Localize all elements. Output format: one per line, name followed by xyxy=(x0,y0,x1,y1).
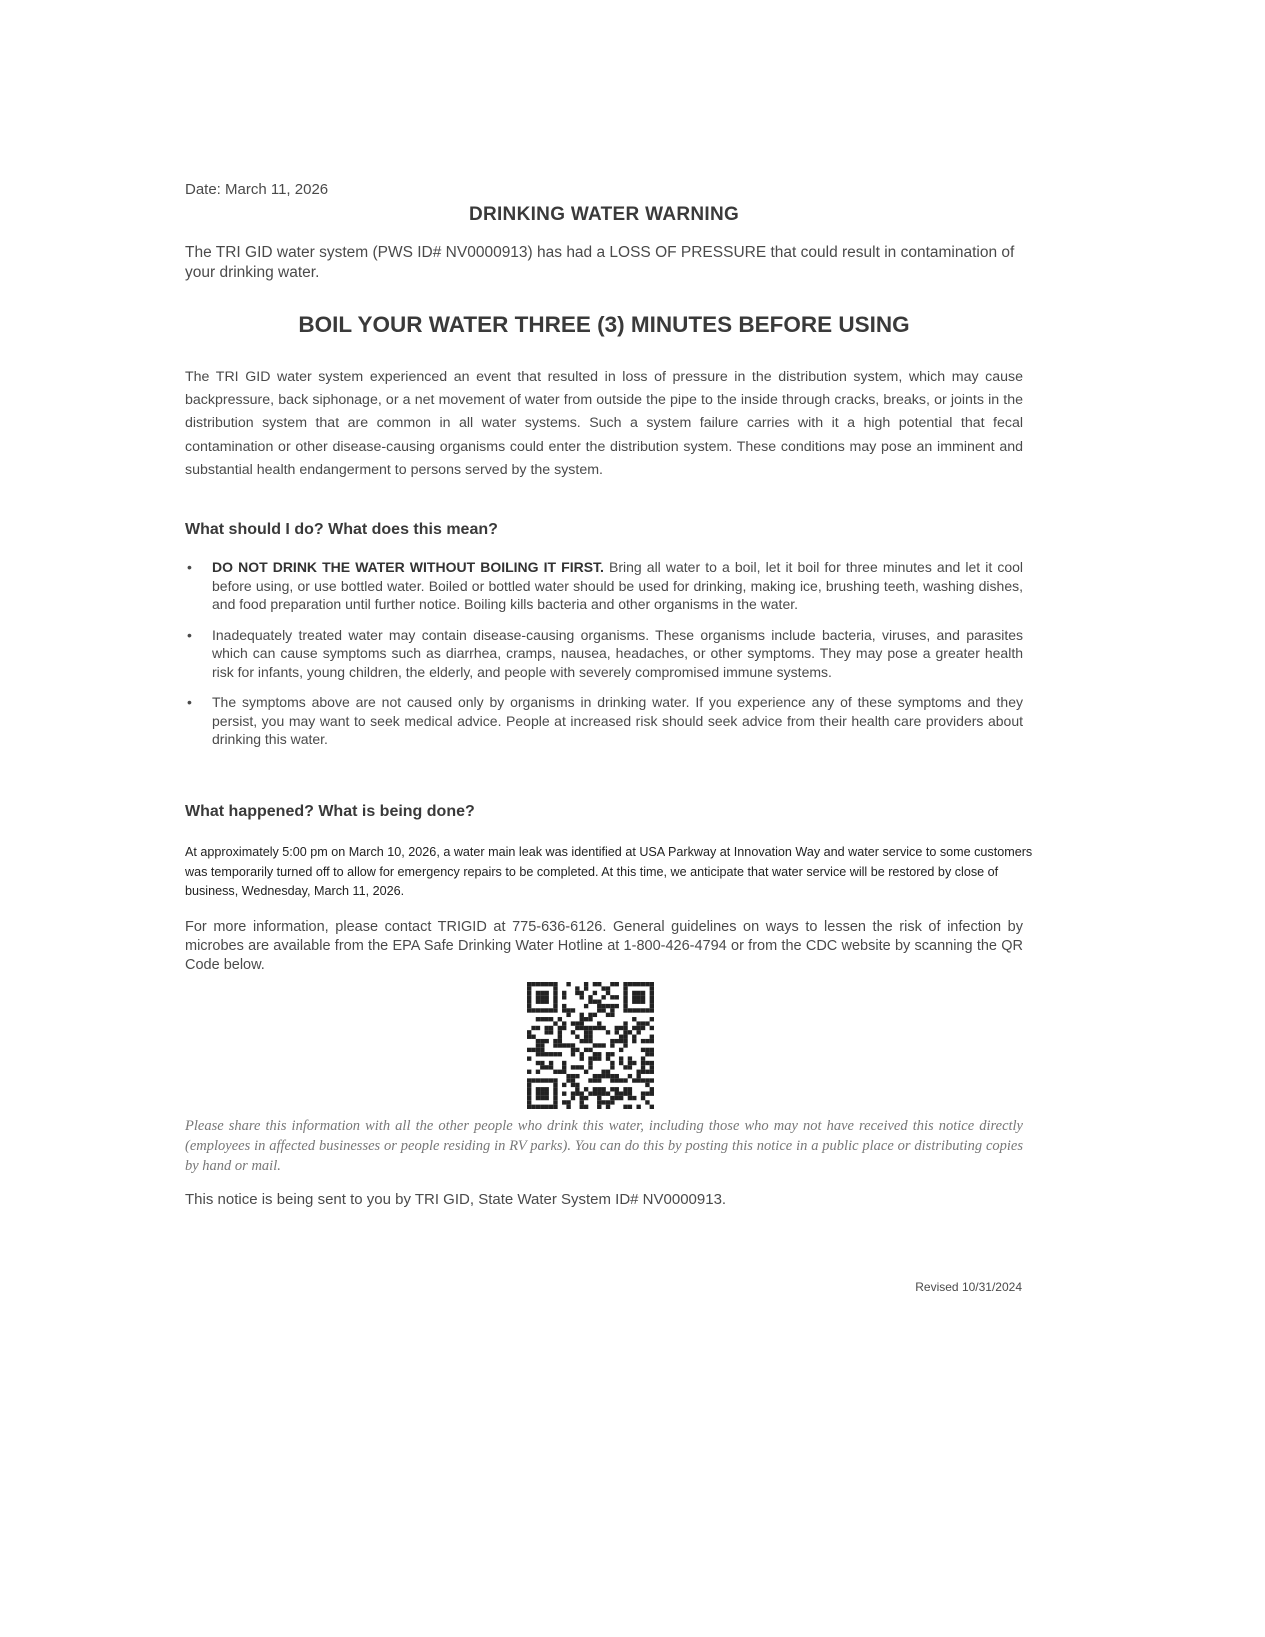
bullet-text: Bring all water to a boil, let it boil for three minutes and let it cool before using, or use bottled water. Boiled or bottled water should be used for drinking, making ice, brushing teeth, washing dishes, and food preparation until further notice. Boiling kills bacteria and other organisms in the water. xyxy=(212,559,1023,612)
bullet-text: The symptoms above are not caused only by organisms in drinking water. If you experience any of these symptoms and they persist, you may want to seek medical advice. People at increased risk should seek advice from their health care providers about drinking this water. xyxy=(212,694,1023,747)
date-line: Date: March 11, 2026 xyxy=(185,181,329,198)
more-info-text: For more information, please contact TRIGID at 775-636-6126. General guidelines on ways to lessen the risk of infection by microbes are available from the EPA Safe Drinking Water Hotline at 1-800-426-4794 or from the CDC website by scanning the QR Code below. xyxy=(185,919,1023,973)
document-title: DRINKING WATER WARNING xyxy=(468,204,740,225)
description-paragraph: The TRI GID water system experienced an event that resulted in loss of pressure in the distribution system, which may cause backpressure, back siphonage, or a net movement of water from outside the pipe to the inside through cracks, breaks, or joints in the distribution system that are common in all water systems. Such a system failure carries with it a high potential that fecal contamination or other disease-causing organisms could enter the distribution system. These conditions may pose an imminent and substantial health endangerment to persons served by the system. xyxy=(185,369,1023,478)
bullet-item xyxy=(185,626,1023,682)
intro-text: The TRI GID water system (PWS ID# NV0000913) has had a LOSS OF PRESSURE that could result in contamination of your drinking water. xyxy=(185,244,1015,281)
boil-heading: BOIL YOUR WATER THREE (3) MINUTES BEFORE USING xyxy=(298,312,910,337)
what-happened-text: At approximately 5:00 pm on March 10, 2026, a water main leak was identified at USA Parkway at Innovation Way and water service to some customers was temporarily turned off to allow for emergency repairs to be completed. At this time, we anticipate that water service will be restored by close of business, Wednesday, March 11, 2026. xyxy=(185,845,1033,898)
bullet-icon: • xyxy=(187,694,192,710)
section-heading-what-happened: What happened? What is being done? xyxy=(185,803,475,820)
bullet-icon: • xyxy=(187,559,192,575)
bullet-icon: • xyxy=(187,626,192,643)
share-notice: Please share this information with all the other people who drink this water, including those who may not have received this notice directly (employees in affected businesses or people residing in RV parks). You can do this by posting this notice in a public place or distributing copies by hand or mail. xyxy=(185,1118,1023,1174)
bullet-list xyxy=(185,558,1023,761)
qr-code[interactable] xyxy=(527,982,654,1109)
revised-date: Revised 10/31/2024 xyxy=(915,1280,1022,1294)
bullet-bold: DO NOT DRINK THE WATER WITHOUT BOILING IT FIRST. xyxy=(212,559,604,575)
sender-notice: This notice is being sent to you by TRI GID, State Water System ID# NV0000913. xyxy=(185,1191,727,1208)
section-heading-what-to-do: What should I do? What does this mean? xyxy=(185,521,498,538)
bullet-item xyxy=(185,558,1023,614)
bullet-text: Inadequately treated water may contain disease-causing organisms. These organisms include bacteria, viruses, and parasites which can cause symptoms such as diarrhea, cramps, nausea, headaches, or other symptoms. They may pose a greater health risk for infants, young children, the elderly, and people with severely compromised immune systems. xyxy=(212,626,1023,680)
bullet-item xyxy=(185,693,1023,749)
